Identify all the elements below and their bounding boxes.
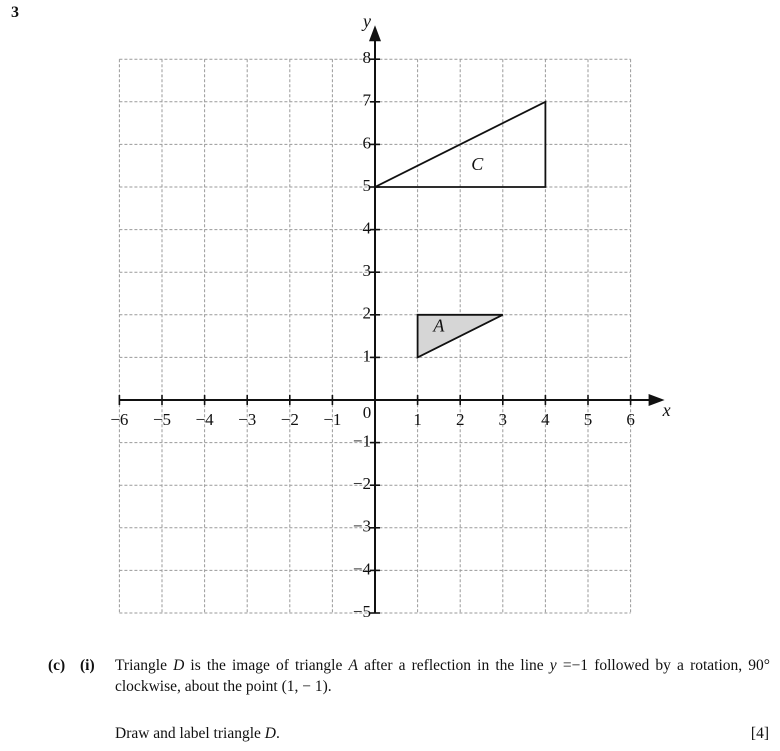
- x-tick-label: 4: [541, 410, 550, 429]
- marks-label: [4]: [750, 725, 769, 742]
- y-axis-label: y: [363, 11, 371, 32]
- x-tick-label: −1: [323, 410, 342, 429]
- axes: [119, 25, 664, 613]
- y-tick-label: 2: [362, 303, 371, 323]
- x-tick-label: −5: [152, 410, 172, 429]
- y-tick-label: 8: [362, 48, 371, 68]
- y-tick-label: 5: [362, 175, 371, 195]
- y-tick-label: −5: [352, 601, 371, 621]
- question-subpart: (i): [80, 657, 95, 674]
- y-tick-label: 6: [362, 133, 371, 153]
- x-tick-label: 6: [626, 410, 635, 429]
- triangle-label-a: A: [433, 315, 445, 336]
- y-tick-label: 3: [362, 261, 371, 281]
- question-part: (c): [48, 657, 66, 674]
- x-tick-label: 5: [583, 410, 593, 429]
- tick-labels: [110, 11, 670, 621]
- y-tick-label: −4: [352, 559, 371, 579]
- question-text: Triangle D is the image of triangle A after a reflection in the line y =−1 followed by a rotation, 90° clockwise, about the point (1, − 1).: [115, 657, 770, 695]
- question-number: 3: [11, 4, 19, 21]
- x-tick-label: 3: [498, 410, 508, 429]
- x-tick-label: −3: [238, 410, 257, 429]
- origin-label: 0: [362, 403, 372, 422]
- x-tick-label: 2: [455, 410, 465, 429]
- x-tick-label: −4: [195, 410, 214, 429]
- y-tick-label: 7: [362, 90, 371, 110]
- x-tick-label: 1: [413, 410, 422, 429]
- y-tick-label: 4: [362, 218, 371, 238]
- y-tick-label: −2: [352, 474, 371, 494]
- y-tick-label: −3: [352, 516, 371, 536]
- x-axis-label: x: [662, 400, 671, 420]
- x-tick-label: −6: [110, 410, 129, 429]
- y-tick-label: 1: [362, 346, 371, 366]
- triangle-label-c: C: [471, 153, 484, 174]
- x-tick-label: −2: [280, 410, 299, 429]
- instruction-text: Draw and label triangle D.: [115, 725, 280, 742]
- y-tick-label: −1: [352, 431, 371, 451]
